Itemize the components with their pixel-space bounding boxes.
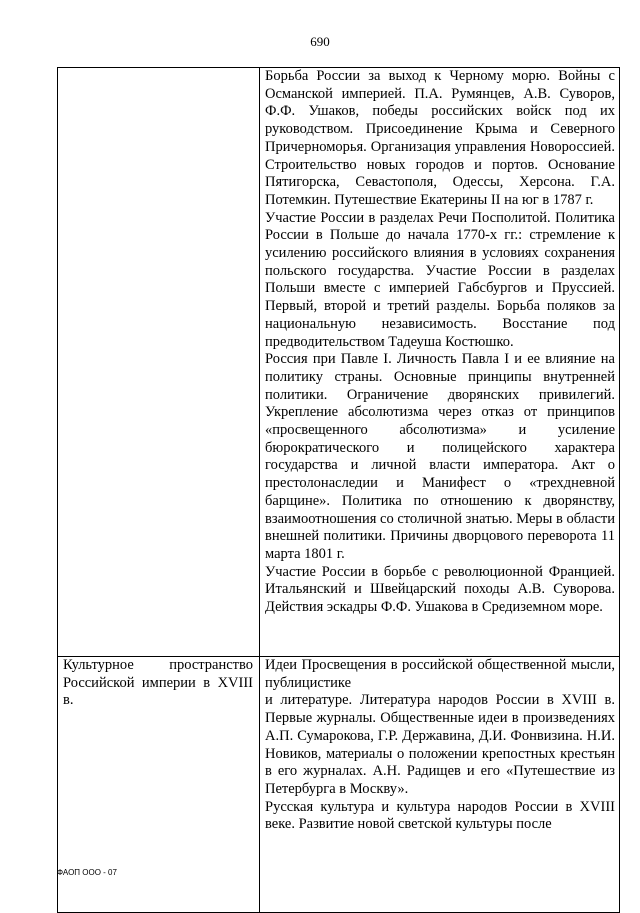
content-paragraph: Идеи Просвещения в российской общественной мысли, публицистике xyxy=(265,657,615,691)
content-paragraph: Русская культура и культура народов России в XVIII веке. Развитие новой светской культуры после xyxy=(265,798,615,833)
content-cell xyxy=(260,68,620,657)
document-footer: ФАОП ООО - 07 xyxy=(57,868,117,877)
content-paragraph: Россия при Павле I. Личность Павла I и ее влияние на политику страны. Основные принципы внутренней политики. Ограничение дворянских привилегий. Укрепление абсолютизма через отказ от принципов «просвещенного абсолютизма» и усиление бюрократического и полицейского характера государства и личной власти императора. Акт о престолонаследии и Манифест о «трехдневной барщине». Политика по отношению к дворянству, взаимоотношения со столичной знатью. Меры в области внешней политики. Причины дворцового переворота 11 марта 1801 г. xyxy=(265,351,615,562)
topic-cell: Культурное пространство Российской империи в XVIII в. xyxy=(58,657,260,913)
topic-cell xyxy=(58,68,260,657)
table-row xyxy=(58,657,620,913)
curriculum-table xyxy=(57,67,620,913)
content-paragraph: Участие России в разделах Речи Посполитой. Политика России в Польше до начала 1770-х гг.: стремление к усилению российского влияния в условиях сохранения польского государства. Участие России в разделах Польши вместе с империей Габсбургов и Пруссией. Первый, второй и третий разделы. Борьба поляков за национальную независимость. Восстание под предводительством Тадеуша Костюшко. xyxy=(265,209,615,350)
content-paragraph: Участие России в борьбе с революционной Францией. Итальянский и Швейцарский походы А.В. Суворова. Действия эскадры Ф.Ф. Ушакова в Средиземном море. xyxy=(265,563,615,616)
content-paragraph: Борьба России за выход к Черному морю. Войны с Османской империей. П.А. Румянцев, А.В. Суворов, Ф.Ф. Ушаков, победы российских войск под их руководством. Присоединение Крыма и Северного Причерноморья. Организация управления Новороссией. Строительство новых городов и портов. Основание Пятигорска, Севастополя, Одессы, Херсона. Г.А. Потемкин. Путешествие Екатерины II на юг в 1787 г. xyxy=(265,68,615,208)
content-cell xyxy=(260,657,620,913)
page-number: 690 xyxy=(310,34,330,49)
content-paragraph: и литературе. Литература народов России в XVIII в. Первые журналы. Общественные идеи в произведениях А.П. Сумарокова, Г.Р. Державина, Д.И. Фонвизина. Н.И. Новиков, материалы о положении крепостных крестьян в его журналах. А.Н. Радищев и его «Путешествие из Петербурга в Москву». xyxy=(265,692,615,797)
table-row xyxy=(58,68,620,657)
